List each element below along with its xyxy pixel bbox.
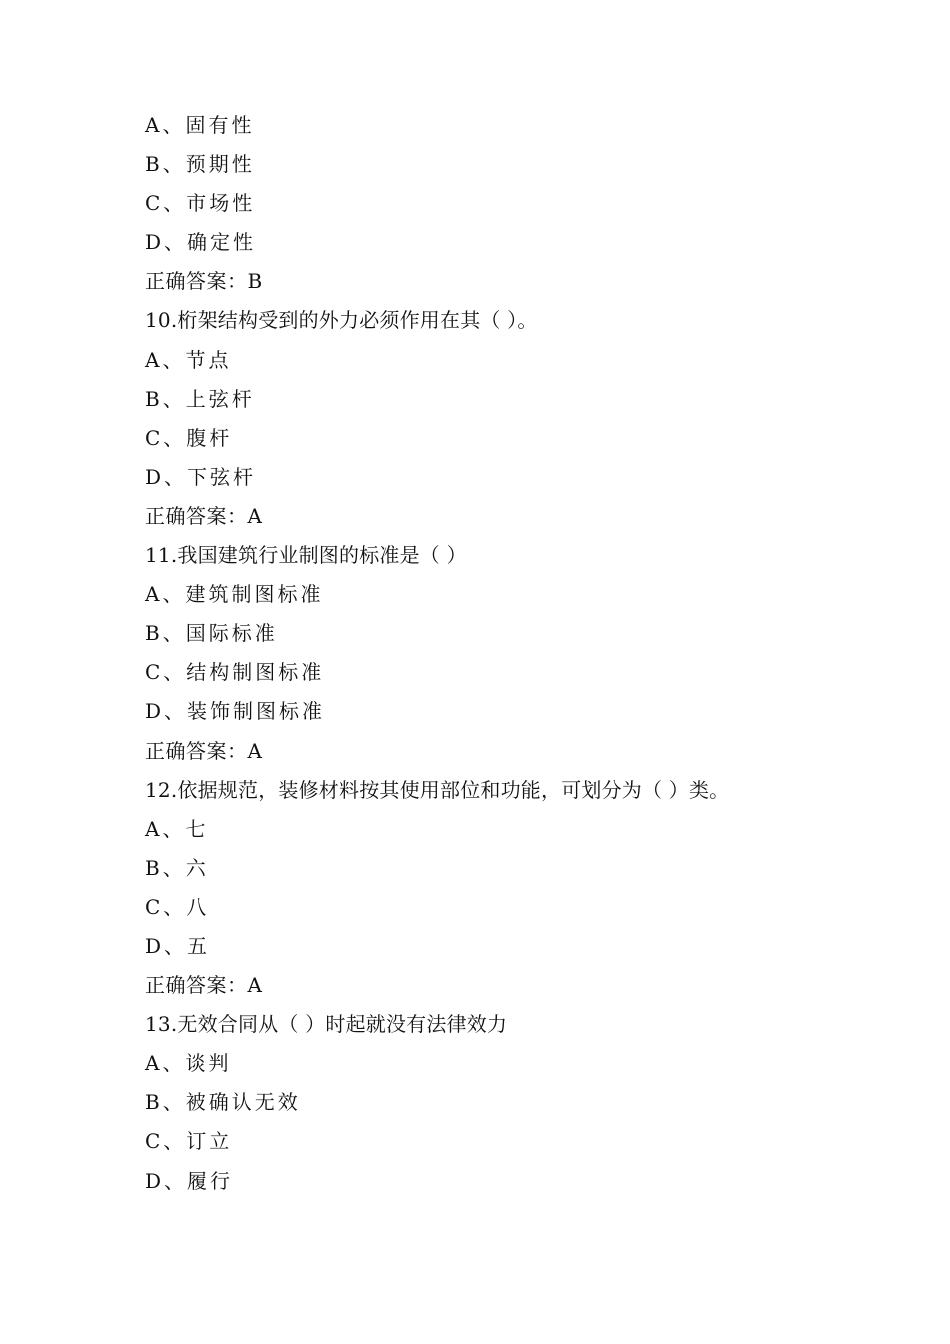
option-a: A、固有性 [145,113,255,137]
option-a: A、建筑制图标准 [145,582,324,607]
option-c: C、八 [145,894,210,919]
option-c: C、腹杆 [145,425,233,450]
correct-answer: 正确答案：B [145,269,263,294]
option-a: A、谈判 [145,1051,232,1076]
question-10: 10.桁架结构受到的外力必须作用在其（ ）。 [145,308,538,333]
option-d: D、装饰制图标准 [145,699,326,724]
correct-answer: 正确答案：A [145,973,263,998]
option-a: A、节点 [145,347,232,372]
option-d: D、确定性 [145,230,257,255]
question-13: 13.无效合同从（ ）时起就没有法律效力 [145,1012,508,1037]
option-d: D、下弦杆 [145,464,257,489]
option-c: C、订立 [145,1129,233,1154]
option-b: B、上弦杆 [145,386,255,411]
option-a: A、七 [145,816,209,841]
option-c: C、市场性 [145,191,256,216]
option-b: B、预期性 [145,152,255,177]
question-list [145,106,885,1201]
option-b: B、被确认无效 [145,1090,301,1115]
question-12: 12.依据规范，装修材料按其使用部位和功能，可划分为（ ）类。 [145,777,730,802]
option-d: D、履行 [145,1168,234,1193]
correct-answer: 正确答案：A [145,738,263,763]
option-c: C、结构制图标准 [145,660,325,685]
option-d: D、五 [145,933,211,958]
question-11: 11.我国建筑行业制图的标准是（ ） [145,543,467,568]
correct-answer: 正确答案：A [145,503,263,528]
option-b: B、国际标准 [145,621,278,646]
option-b: B、六 [145,855,209,880]
